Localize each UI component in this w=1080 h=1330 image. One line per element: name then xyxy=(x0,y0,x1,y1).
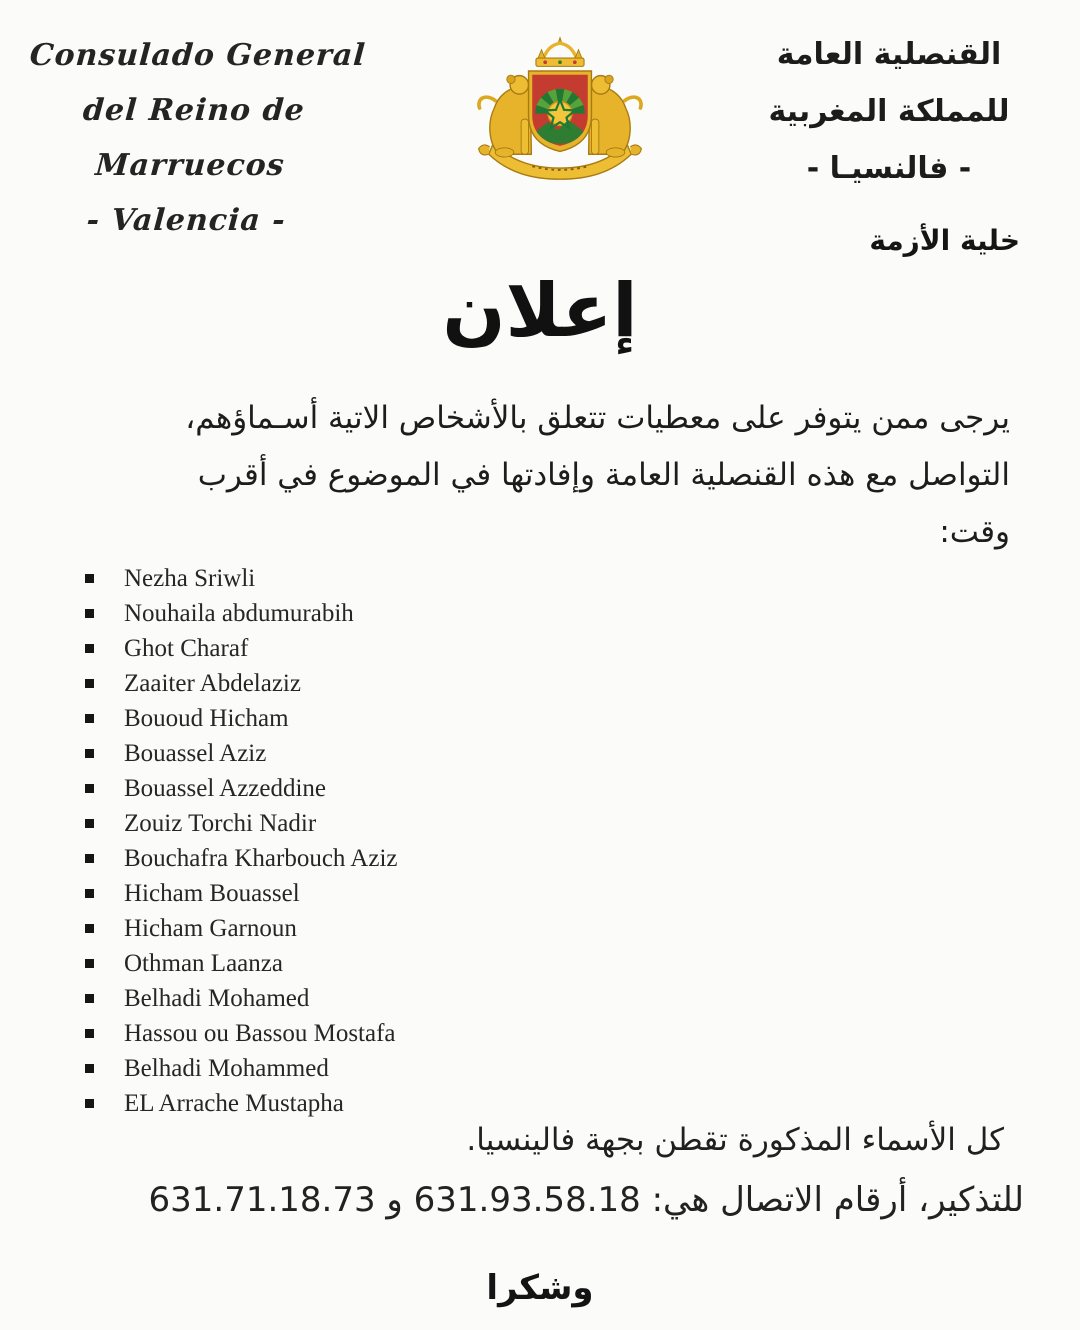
square-bullet-icon xyxy=(85,854,94,863)
person-name: Ghot Charaf xyxy=(124,634,249,662)
consulate-es-line3: - Valencia - xyxy=(85,203,288,238)
person-name: Belhadi Mohammed xyxy=(124,1054,329,1082)
list-item xyxy=(85,1051,398,1086)
square-bullet-icon xyxy=(85,784,94,793)
list-item xyxy=(85,701,398,736)
list-item xyxy=(85,981,398,1016)
person-name: Bouassel Azzeddine xyxy=(124,774,327,802)
list-item xyxy=(85,561,398,596)
square-bullet-icon xyxy=(85,889,94,898)
person-name: Zouiz Torchi Nadir xyxy=(124,809,317,837)
thanks-note: وشكرا xyxy=(486,1268,594,1308)
person-name: Bououd Hicham xyxy=(124,704,289,732)
consulate-ar-line2: للمملكة المغربية xyxy=(768,94,1010,129)
consulate-es-line2: del Reino de Marruecos xyxy=(81,93,306,183)
consulate-name-arabic xyxy=(756,26,1022,197)
square-bullet-icon xyxy=(85,994,94,1003)
square-bullet-icon xyxy=(85,1029,94,1038)
list-item xyxy=(85,911,398,946)
list-item xyxy=(85,1086,398,1121)
list-item xyxy=(85,736,398,771)
consulate-ar-line1: القنصلية العامة xyxy=(776,37,1002,72)
crown-icon xyxy=(536,38,584,67)
list-item xyxy=(85,946,398,981)
list-item xyxy=(85,666,398,701)
person-name: EL Arrache Mustapha xyxy=(124,1089,344,1117)
list-item xyxy=(85,771,398,806)
person-name: Bouchafra Kharbouch Aziz xyxy=(124,844,398,872)
list-item xyxy=(85,806,398,841)
person-name: Zaaiter Abdelaziz xyxy=(124,669,301,697)
crisis-cell-label: خلية الأزمة xyxy=(869,224,1020,257)
list-item xyxy=(85,631,398,666)
person-name: Nezha Sriwli xyxy=(124,564,256,592)
square-bullet-icon xyxy=(85,924,94,933)
square-bullet-icon xyxy=(85,609,94,618)
page-title: إعلان xyxy=(442,268,638,354)
person-name: Bouassel Aziz xyxy=(124,739,267,767)
consulate-ar-line3: - فالنسيـا - xyxy=(806,151,972,186)
square-bullet-icon xyxy=(85,959,94,968)
person-name: Hicham Garnoun xyxy=(124,914,297,942)
person-name: Hicham Bouassel xyxy=(124,879,300,907)
square-bullet-icon xyxy=(85,1099,94,1108)
square-bullet-icon xyxy=(85,819,94,828)
names-list xyxy=(85,561,398,1121)
intro-paragraph xyxy=(70,390,1010,561)
square-bullet-icon xyxy=(85,1064,94,1073)
list-item xyxy=(85,1016,398,1051)
person-name: Hassou ou Bassou Mostafa xyxy=(124,1019,396,1047)
intro-line-3: وقت: xyxy=(939,514,1010,550)
list-item xyxy=(85,841,398,876)
morocco-coat-of-arms-icon xyxy=(466,34,654,182)
contact-numbers-note: للتذكير، أرقام الاتصال هي: 631.93.58.18 و 631.71.18.73 xyxy=(148,1180,1024,1220)
person-name: Othman Laanza xyxy=(124,949,283,977)
square-bullet-icon xyxy=(85,714,94,723)
person-name: Nouhaila abdumurabih xyxy=(124,599,354,627)
residence-note: كل الأسماء المذكورة تقطن بجهة فالينسيا. xyxy=(466,1122,1004,1158)
square-bullet-icon xyxy=(85,679,94,688)
square-bullet-icon xyxy=(85,574,94,583)
list-item xyxy=(85,876,398,911)
consulate-name-spanish xyxy=(0,28,386,248)
shield xyxy=(529,71,592,151)
list-item xyxy=(85,596,398,631)
person-name: Belhadi Mohamed xyxy=(124,984,310,1012)
consulate-es-line1: Consulado General xyxy=(28,38,367,73)
square-bullet-icon xyxy=(85,644,94,653)
intro-line-1: يرجى ممن يتوفر على معطيات تتعلق بالأشخاص الاتية أسـماؤهم، xyxy=(185,400,1010,436)
intro-line-2: التواصل مع هذه القنصلية العامة وإفادتها في الموضوع في أقرب xyxy=(197,457,1010,493)
square-bullet-icon xyxy=(85,749,94,758)
